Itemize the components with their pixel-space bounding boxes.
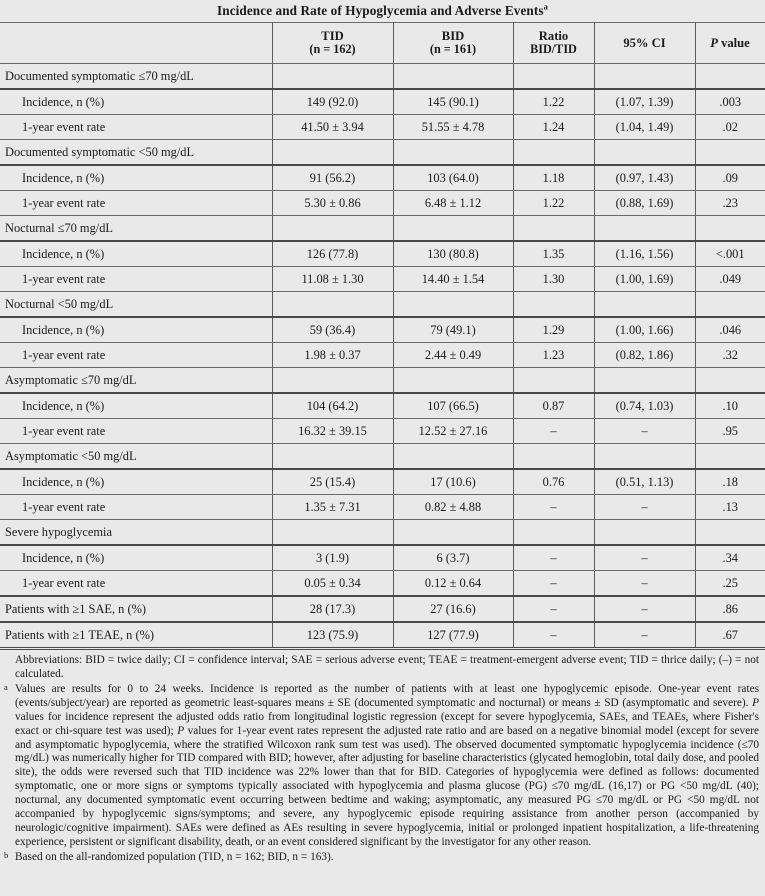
cell-ratio: 1.22 — [513, 191, 594, 216]
column-header-pvalue-label: P value — [710, 36, 750, 51]
row-label: 1-year event rate — [0, 571, 272, 597]
cell-p — [695, 520, 765, 546]
table-header-row — [0, 23, 765, 64]
row-label: 1-year event rate — [0, 115, 272, 140]
table-row — [0, 191, 765, 216]
cell-ratio: – — [513, 495, 594, 520]
cell-tid: 3 (1.9) — [272, 545, 393, 571]
cell-tid — [272, 292, 393, 318]
table-header — [0, 23, 765, 64]
cell-tid: 5.30 ± 0.86 — [272, 191, 393, 216]
table-row — [0, 596, 765, 622]
cell-p — [695, 292, 765, 318]
cell-ci: (0.97, 1.43) — [594, 165, 695, 191]
column-header-ci — [594, 23, 695, 64]
cell-ratio: 1.24 — [513, 115, 594, 140]
cell-tid: 149 (92.0) — [272, 89, 393, 115]
cell-p: .34 — [695, 545, 765, 571]
cell-tid: 104 (64.2) — [272, 393, 393, 419]
cell-tid: 123 (75.9) — [272, 622, 393, 649]
table-row — [0, 241, 765, 267]
table-row — [0, 545, 765, 571]
cell-ratio — [513, 140, 594, 166]
cell-tid — [272, 64, 393, 90]
cell-ratio: – — [513, 571, 594, 597]
cell-tid: 1.98 ± 0.37 — [272, 343, 393, 368]
row-group-label: Asymptomatic <50 mg/dL — [0, 444, 272, 470]
table-row — [0, 444, 765, 470]
cell-ci: – — [594, 622, 695, 649]
table-row — [0, 292, 765, 318]
cell-p: .046 — [695, 317, 765, 343]
column-header-ci-label: 95% CI — [623, 36, 666, 51]
cell-ci — [594, 140, 695, 166]
row-label: 1-year event rate — [0, 191, 272, 216]
cell-p — [695, 140, 765, 166]
cell-tid — [272, 368, 393, 394]
cell-p: .003 — [695, 89, 765, 115]
cell-ratio: – — [513, 622, 594, 649]
cell-ratio: – — [513, 419, 594, 444]
table-row — [0, 343, 765, 368]
table-row — [0, 216, 765, 242]
cell-ci: – — [594, 596, 695, 622]
cell-bid: 51.55 ± 4.78 — [393, 115, 513, 140]
cell-p: .02 — [695, 115, 765, 140]
cell-bid: 12.52 ± 27.16 — [393, 419, 513, 444]
cell-ratio — [513, 520, 594, 546]
cell-p — [695, 368, 765, 394]
cell-ratio: 1.23 — [513, 343, 594, 368]
row-label: Incidence, n (%) — [0, 545, 272, 571]
page-title-text: Incidence and Rate of Hypoglycemia and Adverse Events — [217, 3, 544, 18]
footnote-b — [4, 851, 759, 865]
footnote-abbreviations: Abbreviations: BID = twice daily; CI = confidence interval; SAE = serious adverse event; TEAE = treatment-emergent adverse event; TID = thrice daily; (–) = not calculated. — [15, 654, 759, 681]
cell-bid — [393, 140, 513, 166]
cell-p: .86 — [695, 596, 765, 622]
cell-ci: (0.74, 1.03) — [594, 393, 695, 419]
table-row — [0, 393, 765, 419]
footnote-b-marker: b — [4, 849, 9, 860]
row-group-label: Severe hypoglycemia — [0, 520, 272, 546]
cell-p: .09 — [695, 165, 765, 191]
cell-tid: 126 (77.8) — [272, 241, 393, 267]
page-title-footnote-marker: a — [543, 1, 548, 12]
cell-tid: 91 (56.2) — [272, 165, 393, 191]
page-title — [0, 0, 765, 22]
row-label: 1-year event rate — [0, 419, 272, 444]
column-header-pvalue — [695, 23, 765, 64]
cell-p — [695, 444, 765, 470]
table-row — [0, 64, 765, 90]
table-row — [0, 495, 765, 520]
cell-tid — [272, 520, 393, 546]
cell-bid: 2.44 ± 0.49 — [393, 343, 513, 368]
row-group-label: Nocturnal <50 mg/dL — [0, 292, 272, 318]
cell-ratio: 1.18 — [513, 165, 594, 191]
cell-ratio: 1.35 — [513, 241, 594, 267]
cell-bid: 14.40 ± 1.54 — [393, 267, 513, 292]
cell-ci: (1.00, 1.69) — [594, 267, 695, 292]
row-label: 1-year event rate — [0, 343, 272, 368]
footnote-a-marker: a — [4, 681, 8, 692]
row-label: Incidence, n (%) — [0, 89, 272, 115]
cell-bid: 103 (64.0) — [393, 165, 513, 191]
column-header-bid — [393, 23, 513, 64]
cell-bid: 107 (66.5) — [393, 393, 513, 419]
cell-bid: 0.12 ± 0.64 — [393, 571, 513, 597]
row-label: Incidence, n (%) — [0, 241, 272, 267]
cell-ci: – — [594, 545, 695, 571]
row-label: Incidence, n (%) — [0, 469, 272, 495]
cell-bid: 6.48 ± 1.12 — [393, 191, 513, 216]
cell-bid — [393, 64, 513, 90]
cell-tid: 28 (17.3) — [272, 596, 393, 622]
cell-bid: 127 (77.9) — [393, 622, 513, 649]
cell-ci: (0.51, 1.13) — [594, 469, 695, 495]
cell-ratio: 1.22 — [513, 89, 594, 115]
cell-ratio — [513, 444, 594, 470]
column-header-ratio — [513, 23, 594, 64]
row-label: Patients with ≥1 TEAE, n (%) — [0, 622, 272, 649]
cell-ratio: 1.29 — [513, 317, 594, 343]
footnote-b-text: Based on the all-randomized population (TID, n = 162; BID, n = 163). — [15, 850, 334, 863]
row-label: 1-year event rate — [0, 495, 272, 520]
cell-tid — [272, 216, 393, 242]
cell-ci — [594, 292, 695, 318]
cell-p: .32 — [695, 343, 765, 368]
cell-p — [695, 216, 765, 242]
cell-ci: (1.00, 1.66) — [594, 317, 695, 343]
column-header-tid — [272, 23, 393, 64]
cell-bid: 27 (16.6) — [393, 596, 513, 622]
cell-bid — [393, 216, 513, 242]
cell-ci: – — [594, 571, 695, 597]
footnotes — [0, 650, 765, 864]
cell-ci — [594, 216, 695, 242]
column-header-bid-sub: (n = 161) — [429, 42, 477, 57]
table-row — [0, 368, 765, 394]
cell-tid — [272, 444, 393, 470]
table-row — [0, 267, 765, 292]
cell-tid: 0.05 ± 0.34 — [272, 571, 393, 597]
cell-bid: 130 (80.8) — [393, 241, 513, 267]
cell-tid: 25 (15.4) — [272, 469, 393, 495]
cell-p — [695, 64, 765, 90]
row-group-label: Nocturnal ≤70 mg/dL — [0, 216, 272, 242]
column-header-ratio-sub: BID/TID — [530, 42, 577, 57]
row-label: Patients with ≥1 SAE, n (%) — [0, 596, 272, 622]
cell-p: .25 — [695, 571, 765, 597]
cell-bid — [393, 292, 513, 318]
row-group-label: Asymptomatic ≤70 mg/dL — [0, 368, 272, 394]
row-label: Incidence, n (%) — [0, 317, 272, 343]
cell-ratio: 0.76 — [513, 469, 594, 495]
cell-bid: 145 (90.1) — [393, 89, 513, 115]
cell-ratio: – — [513, 545, 594, 571]
table-row — [0, 469, 765, 495]
table-row — [0, 115, 765, 140]
table-row — [0, 165, 765, 191]
cell-ratio — [513, 292, 594, 318]
cell-ratio: 1.30 — [513, 267, 594, 292]
table-row — [0, 571, 765, 597]
cell-p: .95 — [695, 419, 765, 444]
table-row — [0, 520, 765, 546]
table-row — [0, 140, 765, 166]
cell-p: .67 — [695, 622, 765, 649]
cell-ci — [594, 520, 695, 546]
cell-ci: (0.82, 1.86) — [594, 343, 695, 368]
table-row — [0, 622, 765, 649]
table-row — [0, 317, 765, 343]
table-row — [0, 89, 765, 115]
cell-ratio: 0.87 — [513, 393, 594, 419]
cell-ratio — [513, 368, 594, 394]
row-group-label: Documented symptomatic ≤70 mg/dL — [0, 64, 272, 90]
cell-ci — [594, 64, 695, 90]
cell-ci — [594, 368, 695, 394]
cell-ci — [594, 444, 695, 470]
table-row — [0, 419, 765, 444]
cell-ci: (1.04, 1.49) — [594, 115, 695, 140]
cell-bid: 0.82 ± 4.88 — [393, 495, 513, 520]
cell-ratio: – — [513, 596, 594, 622]
row-label: Incidence, n (%) — [0, 165, 272, 191]
column-header-label — [0, 23, 272, 64]
cell-ci: (0.88, 1.69) — [594, 191, 695, 216]
column-header-ratio-label: Ratio — [538, 29, 569, 44]
cell-ratio — [513, 216, 594, 242]
cell-p: .13 — [695, 495, 765, 520]
cell-tid: 16.32 ± 39.15 — [272, 419, 393, 444]
column-header-bid-label: BID — [441, 29, 465, 44]
cell-p: .10 — [695, 393, 765, 419]
cell-p: .18 — [695, 469, 765, 495]
footnote-a-text: Values are results for 0 to 24 weeks. Incidence is reported as the number of patients with at least one hypoglycemic episode. One-year event rates (events/subject/year) are reported as geometric least-squares means ± SE (documented symptomatic and nocturnal) or means ± SD (asymptomatic and severe). P values for incidence represent the adjusted odds ratio from longitudinal logistic regression (except for severe hypoglycemia, SAEs, and TEAEs, where Fisher's exact or chi-square test was used); P values for 1-year event rates represent the adjusted rate ratio and are based on a negative binomial model (except for severe and asymptomatic hypoglycemia, where the stratified Wilcoxon rank sum test was used). The observed documented symptomatic hypoglycemia incidence (≤70 mg/dL) was numerically higher for TID compared with BID; however, after adjusting for baseline characteristics (glycated hemoglobin, total daily dose, and pooled site), the odds were reversed such that TID incidence was 22% lower than that for BID. Categories of hypoglycemia were defined as follows: documented symptomatic, one or more signs or symptoms typically associated with hypoglycemia and plasma glucose (PG) ≤70 mg/dL (16,17) or PG <50 mg/dL (40); nocturnal, any documented symptomatic event occurring between bedtime and waking; asymptomatic, any measured PG ≤70 mg/dL or PG <50 mg/dL not accompanied by hypoglycemic signs/symptoms; and severe, any hypoglycemic episode requiring assistance from another person (accompanied by neurologic/cognitive impairment). SAEs were defined as AEs resulting in severe hypoglycemia, initial or prolonged inpatient hospitalization, a life-threatening experience, persistent or significant disability, death, or an event considered significant by the investigator for any other reason. — [15, 682, 759, 848]
column-header-tid-label: TID — [321, 29, 344, 44]
cell-ratio — [513, 64, 594, 90]
cell-bid — [393, 368, 513, 394]
table-body — [0, 64, 765, 649]
cell-bid — [393, 520, 513, 546]
cell-ci: (1.16, 1.56) — [594, 241, 695, 267]
cell-ci: (1.07, 1.39) — [594, 89, 695, 115]
footnote-a — [4, 683, 759, 850]
cell-p: <.001 — [695, 241, 765, 267]
row-group-label: Documented symptomatic <50 mg/dL — [0, 140, 272, 166]
cell-tid: 1.35 ± 7.31 — [272, 495, 393, 520]
cell-ci: – — [594, 419, 695, 444]
cell-p: .049 — [695, 267, 765, 292]
cell-tid: 11.08 ± 1.30 — [272, 267, 393, 292]
incidence-table — [0, 22, 765, 650]
cell-tid: 59 (36.4) — [272, 317, 393, 343]
row-label: Incidence, n (%) — [0, 393, 272, 419]
cell-bid: 6 (3.7) — [393, 545, 513, 571]
cell-ci: – — [594, 495, 695, 520]
column-header-tid-sub: (n = 162) — [309, 42, 356, 57]
cell-bid: 17 (10.6) — [393, 469, 513, 495]
row-label: 1-year event rate — [0, 267, 272, 292]
cell-bid: 79 (49.1) — [393, 317, 513, 343]
cell-tid — [272, 140, 393, 166]
cell-p: .23 — [695, 191, 765, 216]
cell-tid: 41.50 ± 3.94 — [272, 115, 393, 140]
cell-bid — [393, 444, 513, 470]
